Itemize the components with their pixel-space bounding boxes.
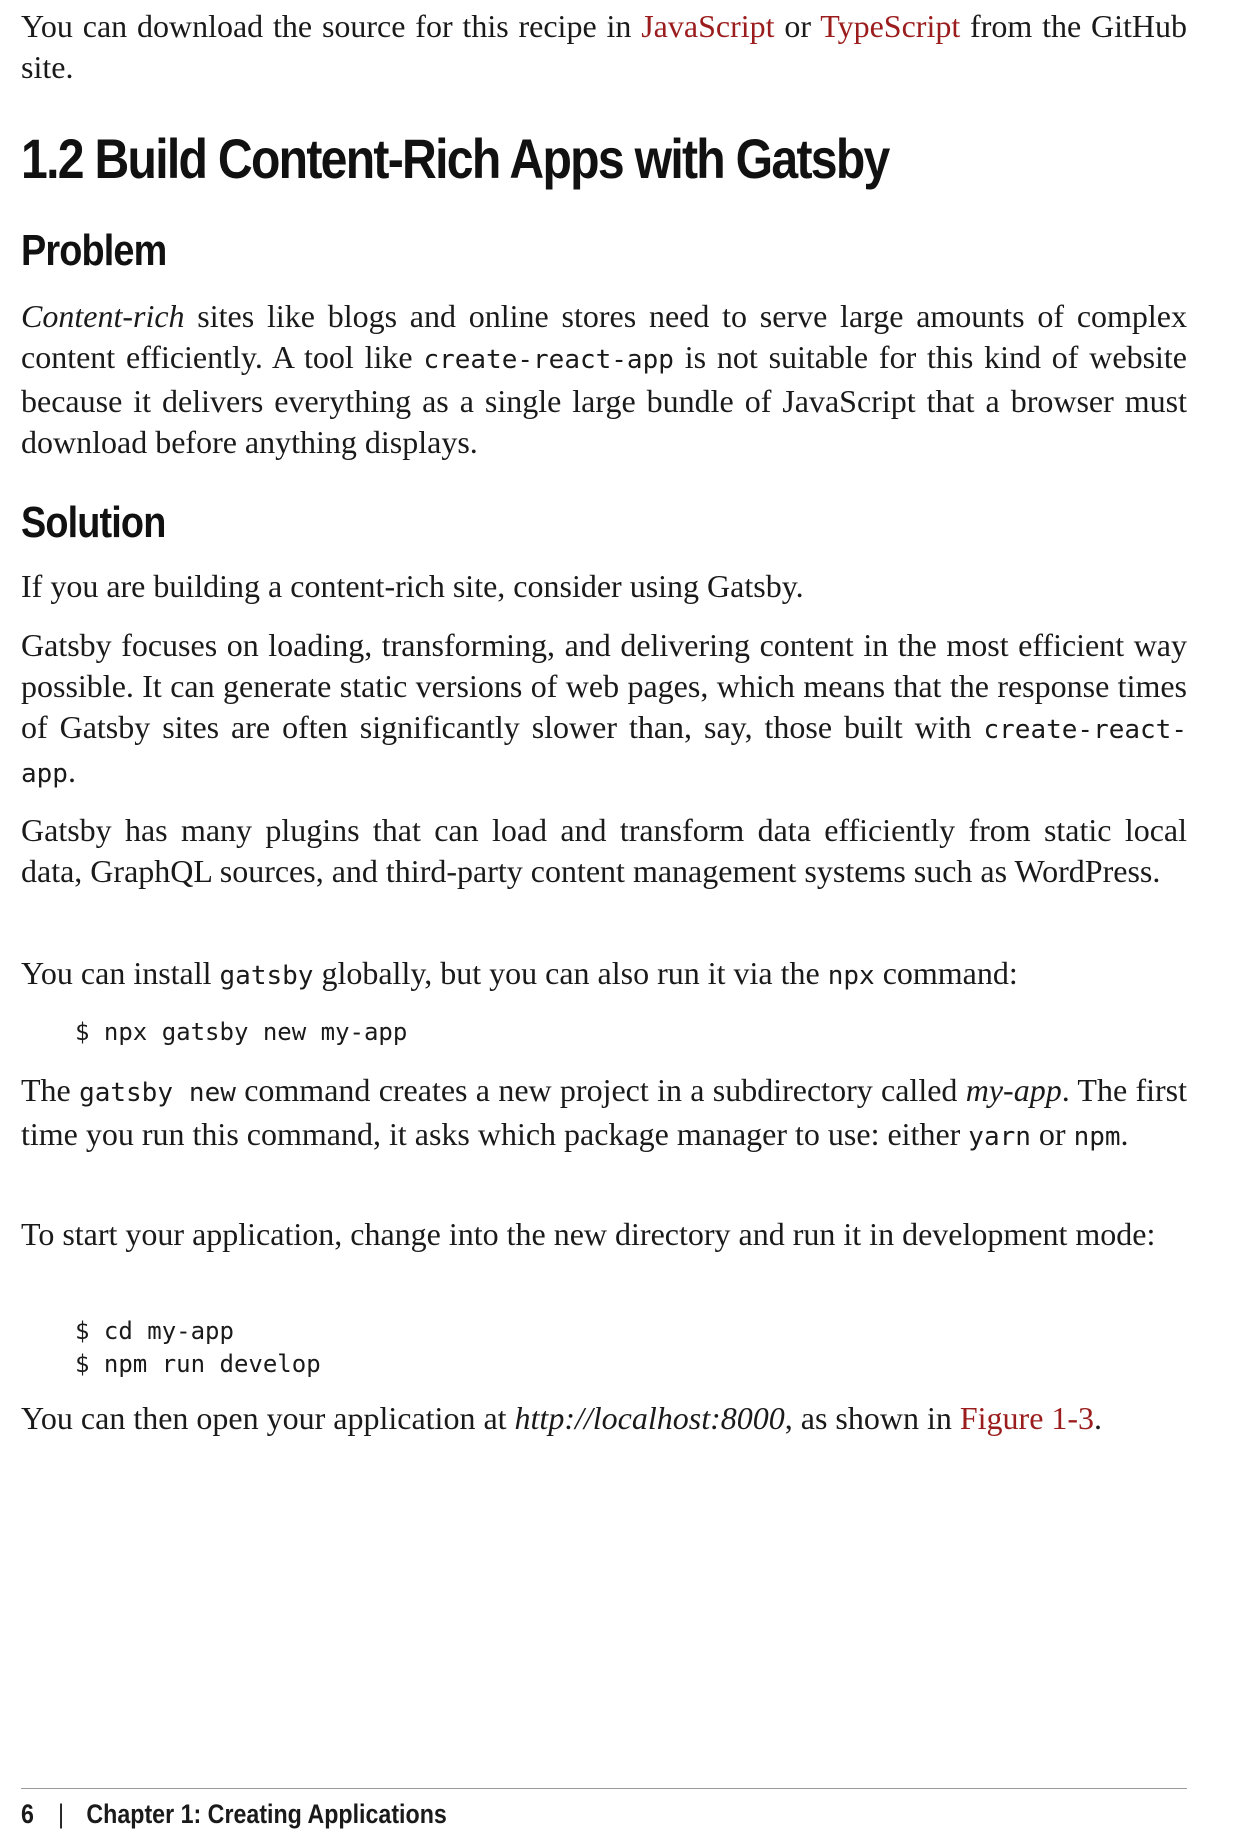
solution-p7-text-2: , as shown in (784, 1400, 960, 1436)
solution-p5-code-2: yarn (968, 1122, 1031, 1152)
figure-link[interactable]: Figure 1-3 (959, 1400, 1095, 1436)
solution-p5-text-4: or (1030, 1116, 1074, 1152)
solution-p2-text: Gatsby focuses on loading, transforming, and delivering content in the most efficient way possible. It can generate static versions of web pages, which means that the response times of Gatsby sites are often significantly slower than, say, those built with (21, 627, 1187, 745)
solution-p4-code-2: npx (827, 961, 875, 991)
typescript-link[interactable]: TypeScript (820, 8, 961, 44)
solution-p7-text-1: You can then open your application at (21, 1400, 515, 1436)
problem-paragraph (21, 296, 1187, 463)
solution-p4-text-3: command: (874, 955, 1018, 991)
solution-p7-text-3: . (1094, 1400, 1103, 1436)
solution-paragraph-5 (21, 1070, 1187, 1158)
intro-text-2: or (774, 8, 821, 44)
problem-text-1: sites like blogs and online stores need to serve large amounts of complex content efficiently. A tool like (21, 298, 1187, 375)
solution-p4-code-1: gatsby (219, 961, 314, 991)
solution-paragraph-1: If you are building a content-rich site, consider using Gatsby. (21, 568, 804, 604)
problem-emphasis: Content-rich (21, 298, 185, 334)
footer-divider (21, 1788, 1187, 1789)
javascript-link[interactable]: JavaScript (641, 8, 775, 44)
solution-p4-text-1: You can install (21, 955, 220, 991)
solution-paragraph-6: To start your application, change into the new directory and run it in development mode: (21, 1216, 1156, 1252)
solution-p5-text-3: . The first time you run this command, it asks which package manager to use: either (21, 1072, 1188, 1152)
intro-paragraph (21, 6, 1187, 88)
section-heading: 1.2 Build Content-Rich Apps with Gatsby (21, 127, 889, 190)
solution-paragraph-7 (21, 1398, 1187, 1439)
problem-text-2: is not suitable for this kind of website because it delivers everything as a single large bundle of JavaScript that a browser must download before anything displays. (21, 339, 1188, 460)
solution-paragraph-2 (21, 625, 1187, 795)
code-block-start: $ cd my-app $ npm run develop (75, 1317, 321, 1378)
solution-p2-end: . (67, 753, 76, 789)
solution-heading: Solution (21, 498, 166, 547)
solution-p5-text-1: The (21, 1072, 80, 1108)
page-number: 6 (21, 1799, 34, 1829)
intro-text-1: You can download the source for this recipe in (21, 8, 642, 44)
solution-p5-emphasis: my-app (965, 1072, 1062, 1108)
page-footer (21, 1797, 447, 1831)
localhost-url: http://localhost:8000 (514, 1400, 785, 1436)
intro-text-3: from the GitHub site. (21, 8, 1188, 85)
solution-paragraph-3: Gatsby has many plugins that can load and transform data efficiently from static local data, GraphQL sources, and third-party content management systems such as WordPress. (21, 812, 1187, 889)
problem-code: create-react-app (423, 345, 674, 375)
problem-heading: Problem (21, 226, 167, 275)
code-block-install: $ npx gatsby new my-app (75, 1018, 408, 1046)
solution-p5-text-2: command creates a new project in a subdirectory called (235, 1072, 966, 1108)
chapter-title: Chapter 1: Creating Applications (86, 1799, 447, 1829)
solution-p5-text-5: . (1120, 1116, 1129, 1152)
solution-p5-code-3: npm (1073, 1122, 1121, 1152)
solution-p5-code-1: gatsby new (79, 1078, 236, 1108)
solution-paragraph-4 (21, 953, 1187, 997)
solution-p4-text-2: globally, but you can also run it via the (313, 955, 828, 991)
footer-separator: | (58, 1799, 65, 1829)
solution-p2-code: create-react-app (21, 715, 1187, 789)
